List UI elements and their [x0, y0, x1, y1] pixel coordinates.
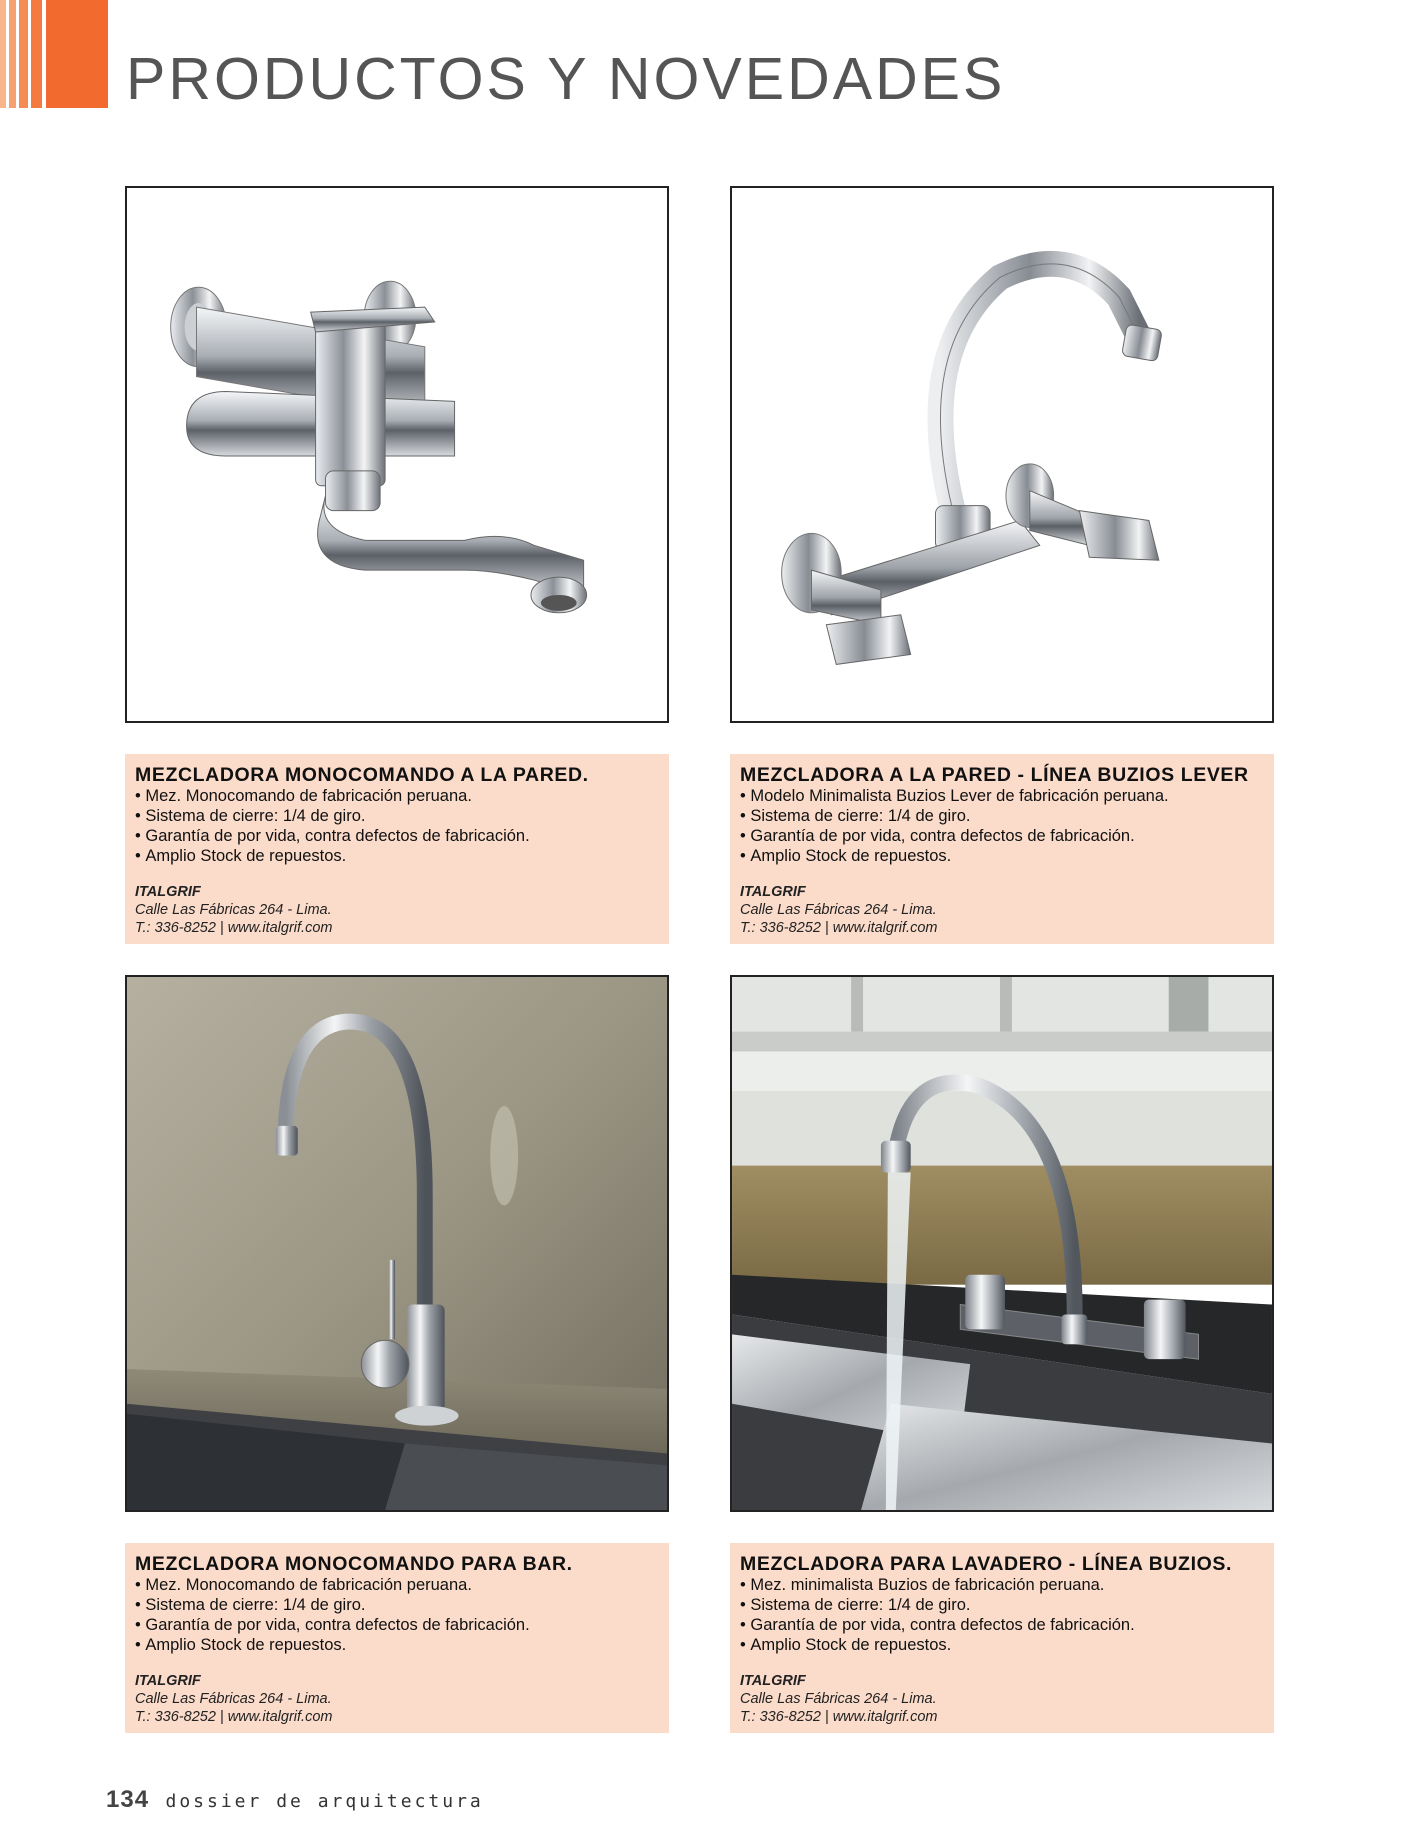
product-title: MEZCLADORA A LA PARED - LÍNEA BUZIOS LEVER	[740, 764, 1249, 786]
feature-list	[135, 1575, 659, 1655]
contact-block	[135, 883, 659, 937]
page-title: PRODUCTOS Y NOVEDADES	[126, 46, 1006, 112]
feature-item: • Mez. minimalista Buzios de fabricación peruana.	[740, 1575, 1264, 1595]
feature-item: • Amplio Stock de repuestos.	[135, 1635, 659, 1655]
address: Calle Las Fábricas 264 - Lima.	[135, 1691, 332, 1707]
bar-mixer-image	[127, 977, 667, 1510]
feature-list	[740, 1575, 1264, 1655]
product-title: MEZCLADORA MONOCOMANDO PARA BAR.	[135, 1553, 573, 1575]
product-info	[730, 754, 1274, 944]
phone-web: T.: 336-8252 | www.italgrif.com	[135, 1709, 333, 1725]
feature-list	[135, 786, 659, 866]
product-title: MEZCLADORA MONOCOMANDO A LA PARED.	[135, 764, 589, 786]
contact-block	[740, 883, 1264, 937]
product-title: MEZCLADORA PARA LAVADERO - LÍNEA BUZIOS.	[740, 1553, 1232, 1575]
contact-block	[135, 1672, 659, 1726]
feature-item: • Sistema de cierre: 1/4 de giro.	[135, 1595, 659, 1615]
feature-item: • Amplio Stock de repuestos.	[135, 846, 659, 866]
feature-item: • Garantía de por vida, contra defectos de fabricación.	[135, 826, 659, 846]
feature-item: • Sistema de cierre: 1/4 de giro.	[740, 806, 1264, 826]
feature-item: • Sistema de cierre: 1/4 de giro.	[740, 1595, 1264, 1615]
address: Calle Las Fábricas 264 - Lima.	[740, 902, 937, 918]
feature-list	[740, 786, 1264, 866]
phone-web: T.: 336-8252 | www.italgrif.com	[740, 1709, 938, 1725]
phone-web: T.: 336-8252 | www.italgrif.com	[740, 920, 938, 936]
wall-mixer-buzios-lever-image	[732, 188, 1272, 721]
brand-name: ITALGRIF	[135, 884, 201, 900]
sink-mixer-buzios-image	[732, 977, 1272, 1510]
feature-item: • Garantía de por vida, contra defectos de fabricación.	[740, 1615, 1264, 1635]
brand-name: ITALGRIF	[135, 1673, 201, 1689]
phone-web: T.: 336-8252 | www.italgrif.com	[135, 920, 333, 936]
address: Calle Las Fábricas 264 - Lima.	[135, 902, 332, 918]
brand-name: ITALGRIF	[740, 1673, 806, 1689]
product-info	[730, 1543, 1274, 1733]
page-number: 134	[106, 1786, 150, 1813]
brand-name: ITALGRIF	[740, 884, 806, 900]
feature-item: • Garantía de por vida, contra defectos de fabricación.	[135, 1615, 659, 1635]
page-footer	[106, 1786, 484, 1814]
product-photo	[125, 186, 669, 723]
product-info	[125, 1543, 669, 1733]
feature-item: • Mez. Monocomando de fabricación peruana.	[135, 786, 659, 806]
address: Calle Las Fábricas 264 - Lima.	[740, 1691, 937, 1707]
product-photo	[730, 975, 1274, 1512]
feature-item: • Mez. Monocomando de fabricación peruana.	[135, 1575, 659, 1595]
contact-block	[740, 1672, 1264, 1726]
product-photo	[730, 186, 1274, 723]
feature-item: • Amplio Stock de repuestos.	[740, 1635, 1264, 1655]
header-accent-bars	[0, 0, 108, 108]
product-info	[125, 754, 669, 944]
wall-mixer-image	[127, 188, 667, 721]
magazine-name: dossier de arquitectura	[165, 1791, 484, 1812]
feature-item: • Garantía de por vida, contra defectos de fabricación.	[740, 826, 1264, 846]
feature-item: • Sistema de cierre: 1/4 de giro.	[135, 806, 659, 826]
feature-item: • Modelo Minimalista Buzios Lever de fabricación peruana.	[740, 786, 1264, 806]
product-photo	[125, 975, 669, 1512]
feature-item: • Amplio Stock de repuestos.	[740, 846, 1264, 866]
